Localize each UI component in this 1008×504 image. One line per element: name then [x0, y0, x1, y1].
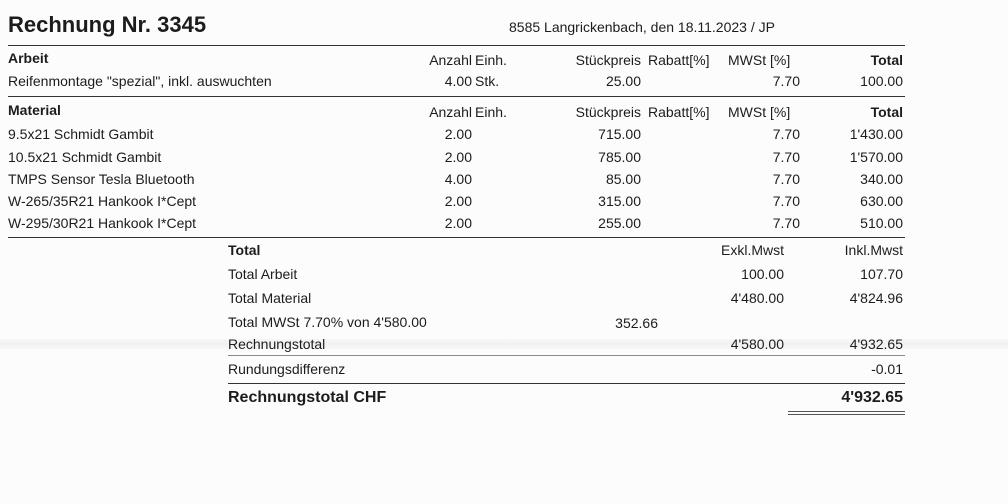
grand-rule: [228, 383, 905, 384]
col-vat: MWSt [%]: [728, 104, 791, 120]
summary-vat-amount: 352.66: [615, 315, 658, 331]
material-vat: 7.70: [772, 149, 800, 165]
material-heading: Material: [8, 102, 61, 118]
material-price: 315.00: [598, 193, 641, 209]
summary-arbeit-label: Total Arbeit: [228, 266, 298, 282]
col-quantity: Anzahl: [429, 52, 472, 68]
col-discount: Rabatt[%]: [648, 52, 710, 68]
material-total: 1'570.00: [849, 149, 903, 165]
invoice-title: Rechnung Nr. 3345: [8, 12, 207, 37]
grand-total-value: 4'932.65: [841, 389, 903, 406]
col-total: Total: [870, 104, 903, 120]
summary-rounding-value: -0.01: [871, 361, 903, 377]
summary-rounding-label: Rundungsdifferenz: [228, 361, 346, 377]
incl-header: Inkl.Mwst: [844, 242, 903, 258]
material-qty: 2.00: [444, 126, 472, 142]
material-total: 510.00: [860, 215, 903, 231]
material-qty: 2.00: [444, 149, 472, 165]
arbeit-total: 100.00: [860, 73, 903, 89]
summary-material-label: Total Material: [228, 290, 312, 306]
material-total: 630.00: [860, 193, 903, 209]
col-unit-price: Stückpreis: [575, 104, 641, 120]
summary-arbeit-excl: 100.00: [741, 266, 784, 282]
header-rule: [8, 45, 905, 46]
arbeit-qty: 4.00: [444, 73, 472, 89]
material-price: 85.00: [605, 171, 641, 187]
summary-vat-label: Total MWSt 7.70% von 4'580.00: [228, 314, 427, 330]
summary-subtotal-label: Rechnungstotal: [228, 336, 326, 352]
arbeit-desc: Reifenmontage "spezial", inkl. auswuchten: [8, 73, 272, 89]
material-desc: TMPS Sensor Tesla Bluetooth: [8, 171, 195, 187]
summary-arbeit-incl: 107.70: [860, 266, 903, 282]
summary-subtotal-incl: 4'932.65: [849, 336, 903, 352]
summary-material-incl: 4'824.96: [849, 290, 903, 306]
arbeit-heading: Arbeit: [8, 50, 49, 66]
double-underline-bottom: [788, 414, 905, 415]
material-vat: 7.70: [772, 126, 800, 142]
summary-material-excl: 4'480.00: [730, 290, 784, 306]
material-desc: 9.5x21 Schmidt Gambit: [8, 126, 154, 142]
arbeit-price: 25.00: [605, 73, 641, 89]
excl-header: Exkl.Mwst: [721, 242, 784, 258]
material-vat: 7.70: [772, 171, 800, 187]
material-total: 1'430.00: [849, 126, 903, 142]
col-quantity: Anzahl: [429, 104, 472, 120]
col-unit: Einh.: [475, 104, 507, 120]
col-discount: Rabatt[%]: [648, 104, 710, 120]
arbeit-unit: Stk.: [475, 73, 500, 89]
arbeit-vat: 7.70: [772, 73, 800, 89]
material-total: 340.00: [860, 171, 903, 187]
material-price: 785.00: [598, 149, 641, 165]
col-vat: MWSt [%]: [728, 52, 791, 68]
place-date: 8585 Langrickenbach, den 18.11.2023 / JP: [509, 19, 775, 35]
double-underline-top: [788, 411, 905, 412]
col-unit-price: Stückpreis: [575, 52, 641, 68]
material-desc: 10.5x21 Schmidt Gambit: [8, 149, 162, 165]
material-qty: 4.00: [444, 171, 472, 187]
material-price: 715.00: [598, 126, 641, 142]
material-qty: 2.00: [444, 215, 472, 231]
subtotal-rule: [228, 355, 905, 356]
material-vat: 7.70: [772, 215, 800, 231]
summary-subtotal-excl: 4'580.00: [730, 336, 784, 352]
grand-total-label: Rechnungstotal CHF: [228, 389, 387, 406]
material-desc: W-265/35R21 Hankook I*Cept: [8, 193, 197, 209]
material-desc: W-295/30R21 Hankook I*Cept: [8, 215, 197, 231]
material-vat: 7.70: [772, 193, 800, 209]
material-qty: 2.00: [444, 193, 472, 209]
summary-rule: [8, 237, 905, 238]
summary-heading: Total: [228, 242, 261, 258]
col-unit: Einh.: [475, 52, 507, 68]
col-total: Total: [870, 52, 903, 68]
material-price: 255.00: [598, 215, 641, 231]
material-rule: [8, 96, 905, 97]
